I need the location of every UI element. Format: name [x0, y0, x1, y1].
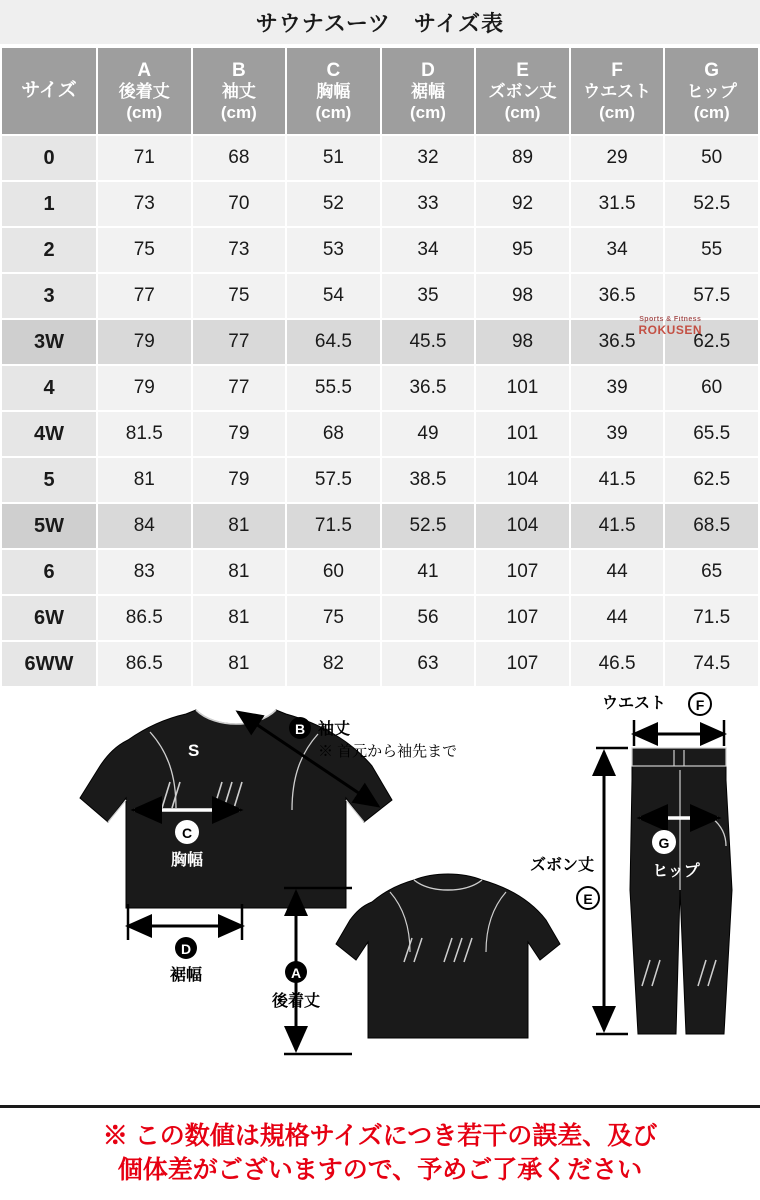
cell-d: 56 — [381, 595, 476, 641]
cell-g: 62.5 — [664, 319, 759, 365]
cell-a: 79 — [97, 319, 192, 365]
column-unit-d: (cm) — [410, 102, 446, 122]
cell-d: 34 — [381, 227, 476, 273]
cell-a: 86.5 — [97, 641, 192, 687]
table-row — [1, 227, 759, 273]
table-row — [1, 411, 759, 457]
cell-b: 81 — [192, 503, 287, 549]
table-row — [1, 365, 759, 411]
row-size-label: 1 — [1, 181, 97, 227]
label-e-letter: E — [583, 891, 593, 907]
size-table-header — [1, 47, 759, 135]
dimension-f-waist — [602, 693, 724, 746]
cell-b: 75 — [192, 273, 287, 319]
table-row — [1, 595, 759, 641]
column-header-a — [97, 47, 192, 135]
cell-b: 79 — [192, 457, 287, 503]
cell-c: 60 — [286, 549, 381, 595]
cell-e: 95 — [475, 227, 570, 273]
jacket-back-illustration — [336, 874, 560, 1038]
cell-c: 71.5 — [286, 503, 381, 549]
disclaimer-notice — [0, 1105, 760, 1200]
cell-d: 33 — [381, 181, 476, 227]
column-unit-e: (cm) — [504, 102, 541, 122]
row-size-label: 4 — [1, 365, 97, 411]
cell-d: 63 — [381, 641, 476, 687]
page-title-bar — [0, 0, 760, 46]
cell-e: 98 — [475, 273, 570, 319]
diagram-svg — [0, 690, 760, 1080]
cell-a: 75 — [97, 227, 192, 273]
size-table-body — [1, 135, 759, 687]
cell-f: 39 — [570, 365, 665, 411]
column-letter-b: B — [231, 59, 246, 81]
cell-e: 107 — [475, 595, 570, 641]
cell-a: 81 — [97, 457, 192, 503]
cell-e: 89 — [475, 135, 570, 181]
cell-e: 101 — [475, 411, 570, 457]
cell-d: 38.5 — [381, 457, 476, 503]
cell-b: 77 — [192, 365, 287, 411]
cell-f: 36.5 — [570, 319, 665, 365]
cell-g: 65.5 — [664, 411, 759, 457]
column-letter-a: A — [137, 59, 152, 81]
cell-d: 35 — [381, 273, 476, 319]
cell-g: 65 — [664, 549, 759, 595]
column-name-a: 後着丈 — [118, 81, 170, 101]
cell-b: 81 — [192, 549, 287, 595]
cell-c: 54 — [286, 273, 381, 319]
column-letter-d: D — [421, 59, 435, 81]
column-header-g — [664, 47, 759, 135]
cell-d: 49 — [381, 411, 476, 457]
column-letter-g: G — [704, 59, 720, 81]
column-letter-e: E — [516, 59, 529, 81]
cell-f: 41.5 — [570, 457, 665, 503]
cell-f: 44 — [570, 549, 665, 595]
watermark-brand: ROKUSEN — [638, 323, 702, 337]
column-header-d — [381, 47, 476, 135]
label-g-name: ヒップ — [652, 863, 700, 880]
column-name-f: ウエスト — [583, 81, 652, 101]
cell-a: 79 — [97, 365, 192, 411]
dimension-d-hem — [128, 904, 242, 984]
cell-a: 77 — [97, 273, 192, 319]
label-a-name: 後着丈 — [271, 993, 321, 1010]
cell-f: 29 — [570, 135, 665, 181]
column-name-d: 裾幅 — [410, 81, 445, 101]
notice-line-1: ※ この数値は規格サイズにつき若干の誤差、及び — [102, 1122, 658, 1151]
table-row — [1, 135, 759, 181]
column-letter-c: C — [326, 59, 341, 81]
row-size-label: 5W — [1, 503, 97, 549]
column-header-size: サイズ — [1, 47, 97, 135]
label-e-name: ズボン丈 — [529, 857, 595, 874]
table-header-row — [1, 47, 759, 135]
column-unit-c: (cm) — [315, 102, 352, 122]
cell-b: 81 — [192, 595, 287, 641]
cell-a: 71 — [97, 135, 192, 181]
table-row — [1, 641, 759, 687]
column-header-c — [286, 47, 381, 135]
cell-d: 52.5 — [381, 503, 476, 549]
cell-e: 104 — [475, 503, 570, 549]
cell-f: 39 — [570, 411, 665, 457]
cell-d: 32 — [381, 135, 476, 181]
table-row — [1, 319, 759, 365]
cell-c: 64.5 — [286, 319, 381, 365]
size-table — [0, 46, 760, 688]
cell-d: 41 — [381, 549, 476, 595]
table-row — [1, 181, 759, 227]
cell-b: 77 — [192, 319, 287, 365]
cell-f: 46.5 — [570, 641, 665, 687]
row-size-label: 2 — [1, 227, 97, 273]
label-d-letter: D — [180, 941, 192, 957]
label-c-letter: C — [181, 825, 193, 841]
cell-g: 50 — [664, 135, 759, 181]
table-row — [1, 457, 759, 503]
cell-e: 101 — [475, 365, 570, 411]
row-size-label: 6W — [1, 595, 97, 641]
cell-g: 52.5 — [664, 181, 759, 227]
row-size-label: 3 — [1, 273, 97, 319]
column-header-b — [192, 47, 287, 135]
cell-e: 98 — [475, 319, 570, 365]
cell-b: 73 — [192, 227, 287, 273]
table-row — [1, 549, 759, 595]
label-c-name: 胸幅 — [170, 852, 204, 869]
cell-f: 34 — [570, 227, 665, 273]
column-name-b: 袖丈 — [221, 81, 256, 101]
row-size-label: 0 — [1, 135, 97, 181]
dimension-a-backlength — [271, 888, 352, 1054]
row-size-label: 6 — [1, 549, 97, 595]
label-b-name: 袖丈 — [318, 721, 351, 738]
cell-c: 52 — [286, 181, 381, 227]
notice-line-2: 個体差がございますので、予めご了承ください — [117, 1156, 643, 1184]
label-g-letter: G — [658, 835, 670, 851]
table-row — [1, 273, 759, 319]
cell-g: 62.5 — [664, 457, 759, 503]
cell-g: 60 — [664, 365, 759, 411]
column-header-e — [475, 47, 570, 135]
cell-e: 107 — [475, 549, 570, 595]
column-name-e: ズボン丈 — [488, 81, 557, 101]
column-letter-f: F — [611, 59, 623, 81]
row-size-label: 4W — [1, 411, 97, 457]
cell-c: 75 — [286, 595, 381, 641]
column-unit-f: (cm) — [599, 102, 636, 122]
column-unit-g: (cm) — [693, 102, 730, 122]
cell-d: 36.5 — [381, 365, 476, 411]
table-row — [1, 503, 759, 549]
cell-a: 86.5 — [97, 595, 192, 641]
cell-e: 107 — [475, 641, 570, 687]
cell-c: 57.5 — [286, 457, 381, 503]
cell-c: 53 — [286, 227, 381, 273]
column-name-g: ヒップ — [686, 81, 737, 101]
measurement-diagram — [0, 688, 760, 1080]
cell-g: 55 — [664, 227, 759, 273]
cell-g: 68.5 — [664, 503, 759, 549]
cell-f: 41.5 — [570, 503, 665, 549]
cell-b: 81 — [192, 641, 287, 687]
cell-g: 74.5 — [664, 641, 759, 687]
cell-a: 81.5 — [97, 411, 192, 457]
cell-a: 83 — [97, 549, 192, 595]
column-name-c: 胸幅 — [316, 81, 351, 101]
cell-g: 71.5 — [664, 595, 759, 641]
cell-f: 36.5 — [570, 273, 665, 319]
row-size-label: 5 — [1, 457, 97, 503]
row-size-label: 3W — [1, 319, 97, 365]
cell-g: 57.5 — [664, 273, 759, 319]
pants-illustration — [630, 748, 732, 1034]
dimension-e-pantslength — [530, 748, 628, 1034]
cell-b: 70 — [192, 181, 287, 227]
cell-a: 84 — [97, 503, 192, 549]
label-d-name: 裾幅 — [169, 967, 203, 984]
cell-c: 51 — [286, 135, 381, 181]
column-unit-b: (cm) — [220, 102, 257, 122]
label-b-letter: B — [294, 721, 306, 737]
cell-a: 73 — [97, 181, 192, 227]
cell-c: 68 — [286, 411, 381, 457]
label-b-note: ※ 首元から袖先まで — [318, 743, 458, 760]
label-f-name: ウエスト — [601, 695, 667, 712]
cell-b: 68 — [192, 135, 287, 181]
label-f-letter: F — [695, 697, 705, 713]
column-unit-a: (cm) — [126, 102, 163, 122]
cell-c: 82 — [286, 641, 381, 687]
label-a-letter: A — [290, 965, 302, 981]
watermark-tagline: Sports & Fitness — [639, 316, 702, 323]
row-size-label: 6WW — [1, 641, 97, 687]
column-header-f — [570, 47, 665, 135]
cell-b: 79 — [192, 411, 287, 457]
page-title: サウナスーツ サイズ表 — [255, 10, 505, 36]
cell-f: 44 — [570, 595, 665, 641]
cell-c: 55.5 — [286, 365, 381, 411]
cell-e: 104 — [475, 457, 570, 503]
cell-e: 92 — [475, 181, 570, 227]
cell-d: 45.5 — [381, 319, 476, 365]
cell-f: 31.5 — [570, 181, 665, 227]
svg-text:S: S — [188, 741, 200, 760]
